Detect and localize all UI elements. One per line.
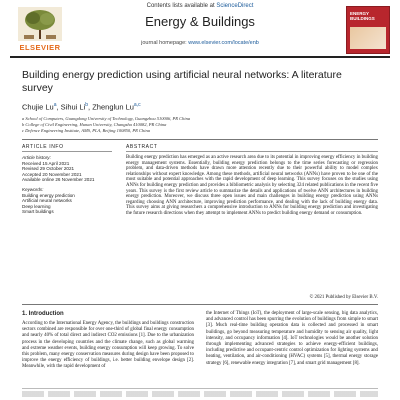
- abstract-text: Building energy prediction has emerged as an active research area due to its potential in improving energy efficiency in building energy management systems. Essentially, building energy prediction belongs to the time series forecasting or regression problem, and data-driven methods have drawn more attention recently due to their powerful ability to model complex relationships without expert knowledge. Among these methods, artificial neural networks (ANNs) have proven to be one of the most suitable and potential approaches with the rapid development of deep learning. This survey focuses on the studies using ANNs for building energy prediction and provides a bibliometric analysis by selecting 324 related publications in the recent five years. This survey is the first review article to summarize the details and applications of twelve ANN architectures in building energy prediction. Moreover, we discuss three open issues and main challenges in building energy prediction using ANNs regarding choosing ANN architecture, improving prediction performance, and dealing with the lack of building energy data. This survey aims at giving researchers a comprehensive introduction to ANNs for building energy prediction and investigating the future research directions when they attempt to implement ANNs to predict building energy demand or consumption.: [126, 155, 378, 216]
- abstract-divider: [22, 304, 378, 305]
- author-affiliation-mark[interactable]: a,c: [133, 102, 141, 108]
- contents-prefix: Contents lists available at: [146, 3, 217, 9]
- history-entry: Received 15 April 2021: [22, 160, 70, 166]
- author-affiliation-mark[interactable]: a: [53, 102, 57, 108]
- article-title-line-1: Building energy prediction using artificial neural networks: A literature: [22, 69, 342, 81]
- author-name[interactable]: Sihui Li: [60, 102, 86, 112]
- keywords-label: Keywords:: [22, 186, 44, 192]
- cover-picture: [350, 27, 386, 49]
- elsevier-logo[interactable]: [14, 7, 66, 51]
- header-divider: [10, 56, 390, 58]
- affiliation: b College of Civil Engineering, Hunan University, Changsha 410082, PR China: [22, 122, 167, 127]
- journal-homepage: [70, 40, 330, 46]
- section-heading-introduction: 1. Introduction: [22, 311, 64, 317]
- article-title-line-2: survey: [22, 82, 53, 94]
- publisher-name: ELSEVIER: [19, 43, 61, 52]
- footnote-divider: [22, 388, 378, 389]
- keyword: Smart buildings: [22, 209, 54, 215]
- article-info: [22, 155, 112, 215]
- keyword: Building energy prediction: [22, 192, 75, 198]
- body-text-right-column: the Internet of Things (IoT), the deployment of large-scale sensing, big data analytics, and advanced control has been spurring the evolution of buildings from simple to smart [3]. Much real-time building operation data is collected and processed in smart buildings, go beyond measuring temperature and humidity to sensing air quality, light intensity, and occupancy information [4]. IoT technologies would be another solution through implementing advanced strategies to achieve energy-efficient buildings, including predictive and occupant-centric control optimization for lighting systems and heating, ventilation, and air-conditioning (HVAC) systems [5], thermal energy storage strategy [6], renewable energy integration [7], and smart grid management [8].: [206, 311, 378, 366]
- cover-title: ENERGY BUILDINGS: [350, 11, 375, 21]
- history-label: Article history:: [22, 155, 51, 160]
- journal-title[interactable]: Energy & Buildings: [145, 14, 255, 29]
- abstract-rule: [126, 151, 378, 152]
- affiliation: a School of Computers, Guangdong University of Technology, Guangzhou 510006, PR China: [22, 116, 191, 121]
- article-title: [22, 69, 378, 95]
- sciencedirect-link[interactable]: ScienceDirect: [216, 3, 254, 9]
- author-name[interactable]: Chujie Lu: [22, 102, 54, 112]
- affiliation: c Defence Engineering Institute, AMS, PLA, Beijing 100850, PR China: [22, 128, 151, 133]
- keyword: Artificial neural networks: [22, 198, 72, 204]
- keyword: Deep learning: [22, 203, 51, 209]
- history-entry: Accepted 20 November 2021: [22, 171, 82, 177]
- article-info-rule: [22, 151, 112, 152]
- elsevier-tree-icon: [18, 7, 62, 41]
- footnote-area: [22, 391, 378, 397]
- title-divider: [22, 139, 378, 140]
- homepage-link[interactable]: www.elsevier.com/locate/enb: [188, 40, 259, 46]
- history-entry: Revised 29 October 2021: [22, 166, 75, 172]
- journal-cover-image[interactable]: [346, 6, 390, 54]
- copyright-notice: © 2021 Published by Elsevier B.V.: [309, 295, 378, 300]
- author-affiliation-mark[interactable]: b: [85, 102, 89, 108]
- history-entry: Available online 26 November 2021: [22, 177, 95, 183]
- author-name[interactable]: Zhenglun Lu: [92, 102, 134, 112]
- abstract-heading: ABSTRACT: [126, 144, 158, 150]
- author-list: Chujie Lu$^a$, Sihui Li$^b$, Zhenglun Lu$^{a,c}$: [22, 102, 141, 112]
- body-text-left-column: According to the International Energy Agency, the buildings and buildings construction sectors combined are responsible for over one-third of global final energy consumption and nearly 40% of total direct and indirect CO2 emissions [1]. Due to the urbanization process in the developing countries and the climate change, such as global warming and extreme weather events, building energy consumption will keep growing. To solve this problem, many energy conservation measures during design have been proposed to improve the energy efficiency of buildings, i.e. better building envelope design [2]. Meanwhile, with the rapid development of: [22, 321, 194, 370]
- article-info-heading: ARTICLE INFO: [22, 144, 64, 150]
- homepage-prefix: journal homepage:: [141, 40, 189, 46]
